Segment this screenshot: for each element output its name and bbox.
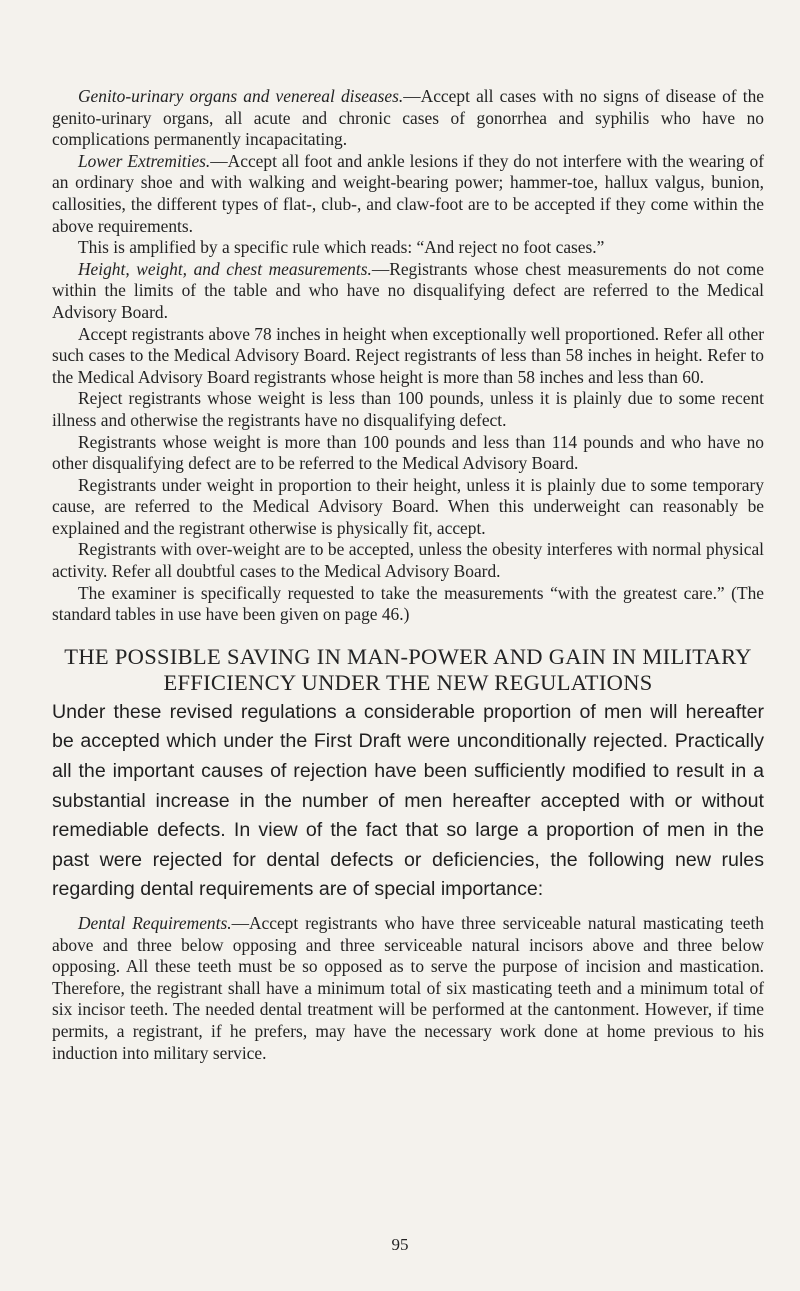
weight-reject-paragraph: [52, 388, 764, 431]
foot-rule-paragraph: [52, 237, 764, 259]
weight-reject-text: Reject registrants whose weight is less than 100 pounds, unless it is plainly due to some recent illness and otherwise the registrants have no disqualifying defect.: [52, 388, 764, 430]
page-number: 95: [391, 1235, 409, 1254]
measurements-paragraph: [52, 259, 764, 324]
foot-rule-text: This is amplified by a specific rule which reads: “And reject no foot cases.”: [78, 237, 605, 258]
overweight-paragraph: [52, 539, 764, 582]
dental-heading: Dental Requirements.: [78, 913, 232, 933]
genito-urinary-text: —Accept all cases with no signs of disease of the genito-urinary organs, all acute and chronic cases of gonorrhea and syphilis who have no complications permanently incapacitating.: [52, 86, 764, 150]
weight-refer-text: Registrants whose weight is more than 100 pounds and less than 114 pounds and who have no other disqualifying defect are to be referred to the Medical Advisory Board.: [52, 431, 764, 474]
genito-urinary-paragraph: [52, 86, 764, 151]
examiner-paragraph: [52, 583, 764, 626]
lower-extremities-heading: Lower Extremities.: [78, 150, 211, 171]
dental-text: —Accept registrants who have three serviceable natural masticating teeth above and three below opposing and three serviceable natural incisors above and three below opposing. All these teeth must be so opposed as to serve the purpose of incision and mastication. Therefore, the registrant shall have a minimum total of six masticating teeth and a minimum total of six incisor teeth. The needed dental treatment will be performed at the cantonment. However, if time permits, a registrant, if he prefers, may have the necessary work done at home previous to his induction into military service.: [52, 913, 764, 1063]
measurements-text: —Registrants whose chest measurements do not come within the limits of the table and who have no disqualifying defect are referred to the Medical Advisory Board.: [52, 258, 764, 322]
height-paragraph: [52, 324, 764, 389]
dental-paragraph: [52, 913, 764, 1064]
lower-extremities-text: —Accept all foot and ankle lesions if they do not interfere with the wearing of an ordinary shoe and with walking and weight-bearing power; hammer-toe, hallux valgus, bunion, callosities, the different types of flat-, club-, and claw-foot are to be accepted if they come within the above requirements.: [52, 150, 764, 236]
overweight-text: Registrants with over-weight are to be accepted, unless the obesity interferes with normal physical activity. Refer all doubtful cases to the Medical Advisory Board.: [52, 539, 764, 582]
measurements-heading: Height, weight, and chest measurements.: [78, 258, 372, 279]
document-page: [52, 86, 764, 1064]
height-text: Accept registrants above 78 inches in height when exceptionally well proportioned. Refer all other such cases to the Medical Advisory Board. Reject registrants of less than 58 inches in height. Refer to the Medical Advisory Board registrants whose height is more than 58 inches and less than 60.: [52, 323, 764, 387]
underweight-text: Registrants under weight in proportion to their height, unless it is plainly due to some temporary cause, are referred to the Medical Advisory Board. When this underweight can reasonably be explained and the registrant otherwise is physically fit, accept.: [52, 474, 764, 538]
section-heading: THE POSSIBLE SAVING IN MAN-POWER AND GAIN IN MILITARY EFFICIENCY UNDER THE NEW REGULATIONS: [64, 643, 752, 695]
underweight-paragraph: [52, 475, 764, 540]
genito-urinary-heading: Genito-urinary organs and venereal diseases.: [78, 86, 404, 106]
lower-extremities-paragraph: [52, 151, 764, 237]
examiner-text: The examiner is specifically requested to take the measurements “with the greatest care.” (The standard tables in use have been given on page 46.): [52, 582, 764, 625]
intro-paragraph: Under these revised regulations a considerable proportion of men will hereafter be accepted which under the First Draft were unconditionally rejected. Practically all the important causes of rejection have been sufficiently modified to result in a substantial increase in the number of men hereafter accepted with or without remediable defects. In view of the fact that so large a proportion of men in the past were rejected for dental defects or deficiencies, the following new rules regarding dental requirements are of special importance:: [52, 700, 764, 901]
weight-refer-paragraph: [52, 432, 764, 475]
